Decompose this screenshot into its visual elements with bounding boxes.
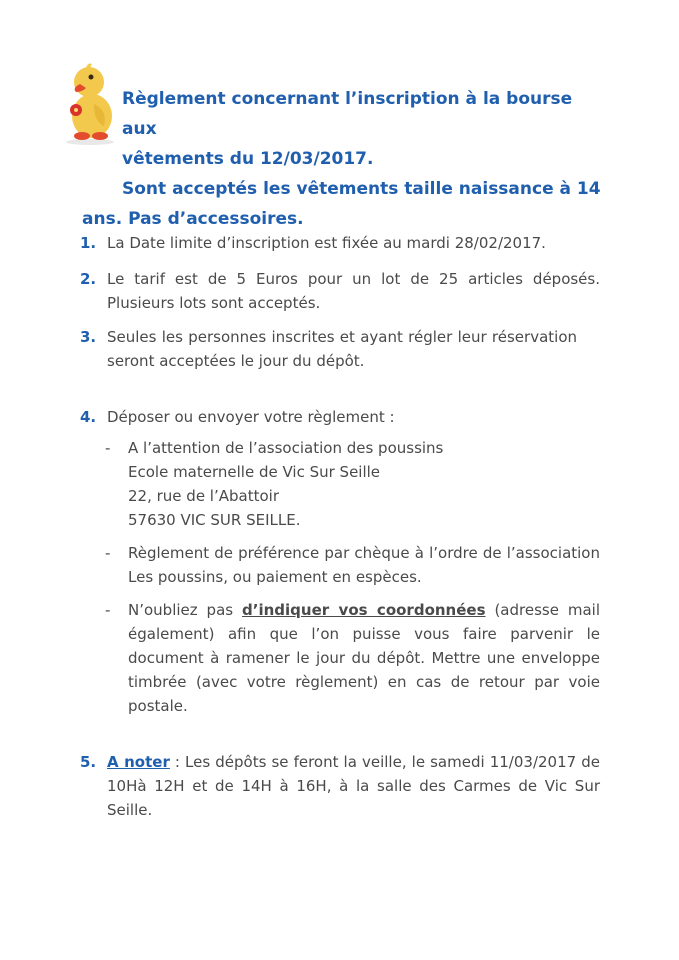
note-label: A noter — [107, 753, 170, 771]
rules-list — [80, 231, 600, 822]
list-number: 2. — [80, 270, 97, 288]
list-number: 4. — [80, 408, 97, 426]
list-item-5 — [80, 750, 600, 822]
contact-block — [80, 598, 600, 718]
address-line-3: 22, rue de l’Abattoir — [128, 487, 279, 505]
contact-text-after: (adresse mail également) afin que l’on puisse vous faire parvenir le document à ramener le jour du dépôt. Mettre une enveloppe timbrée (avec votre règlement) en cas de retour par voie postale. — [128, 601, 601, 715]
page-title — [82, 84, 602, 234]
list-number: 5. — [80, 753, 97, 771]
list-item-3 — [80, 325, 577, 373]
address-line-1: A l’attention de l’association des poussins — [128, 439, 444, 457]
list-text: La Date limite d’inscription est fixée au mardi 28/02/2017. — [107, 234, 546, 252]
dash-marker: - — [105, 439, 111, 457]
contact-emphasis: d’indiquer vos coordonnées — [242, 601, 486, 619]
list-text: Seules les personnes inscrites et ayant régler leur réservation seront acceptées le jour du dépôt. — [107, 328, 577, 370]
list-number: 3. — [80, 328, 97, 346]
list-item-1 — [80, 231, 600, 255]
list-item-2 — [80, 267, 600, 315]
contact-text-before: N’oubliez pas — [128, 601, 243, 619]
title-line-1: Règlement concernant l’inscription à la bourse aux — [122, 89, 573, 139]
note-text: : Les dépôts se feront la veille, le samedi 11/03/2017 de 10Hà 12H et de 14H à 16H, à la salle des Carmes de Vic Sur Seille. — [107, 753, 600, 819]
list-text: Déposer ou envoyer votre règlement : — [107, 408, 395, 426]
address-line-2: Ecole maternelle de Vic Sur Seille — [128, 463, 381, 481]
address-block — [80, 436, 600, 532]
payment-block — [80, 541, 600, 589]
address-line-4: 57630 VIC SUR SEILLE. — [128, 511, 301, 529]
list-text: Le tarif est de 5 Euros pour un lot de 25 articles déposés. Plusieurs lots sont acceptés. — [107, 270, 600, 312]
dash-marker: - — [105, 601, 111, 619]
payment-text: Règlement de préférence par chèque à l’ordre de l’association Les poussins, ou paiement en espèces. — [128, 544, 600, 586]
title-line-2: vêtements du 12/03/2017. — [122, 149, 374, 169]
title-line-4: ans. Pas d’accessoires. — [82, 209, 304, 229]
title-line-3: Sont acceptés les vêtements taille naissance à 14 — [122, 179, 601, 199]
list-item-4 — [80, 405, 600, 429]
dash-marker: - — [105, 544, 111, 562]
list-number: 1. — [80, 234, 97, 252]
